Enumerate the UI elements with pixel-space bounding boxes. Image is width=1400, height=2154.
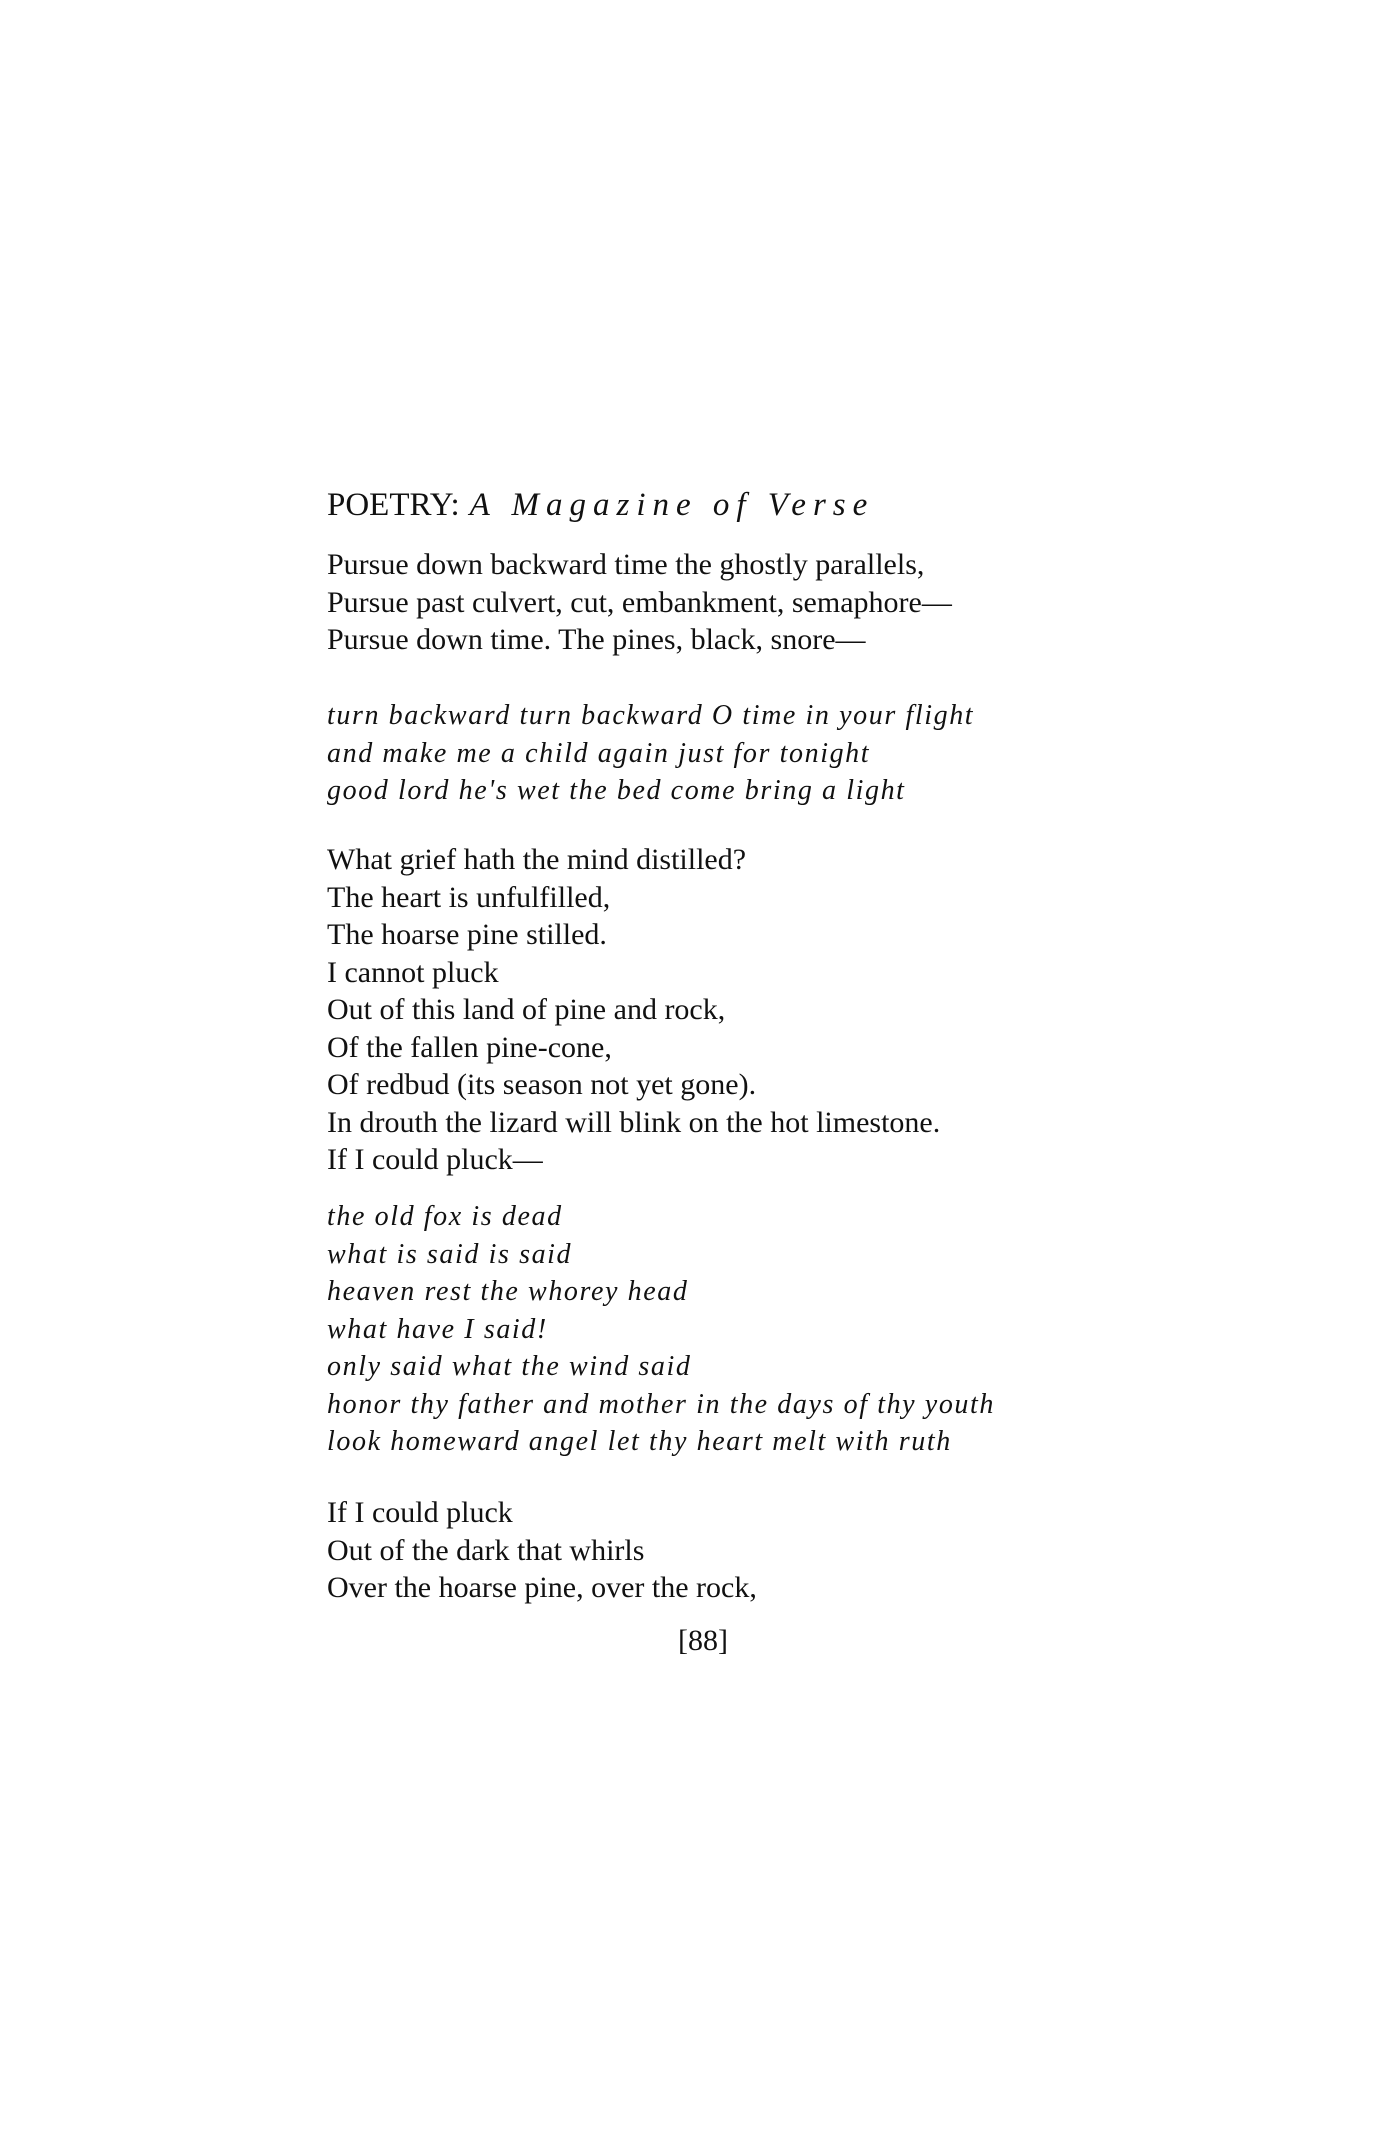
poem-line: In drouth the lizard will blink on the hot limestone. (327, 1105, 941, 1139)
poem-line: Pursue past culvert, cut, embankment, semaphore— (327, 585, 952, 619)
poem-line: I cannot pluck (327, 955, 499, 989)
journal-title: POETRY: (327, 487, 460, 523)
poem-line: If I could pluck— (327, 1143, 543, 1176)
poem-line: good lord he's wet the bed come bring a light (327, 775, 906, 806)
poem-line: The hoarse pine stilled. (327, 918, 607, 951)
poem-line: honor thy father and mother in the days of thy youth (327, 1388, 996, 1420)
poem-line: Over the hoarse pine, over the rock, (327, 1571, 757, 1604)
poem-line: only said what the wind said (327, 1351, 692, 1382)
poem-line: If I could pluck (327, 1496, 513, 1529)
poem-line: what is said is said (327, 1238, 573, 1270)
stanza-2-refrain (327, 697, 974, 810)
poem-line: Out of this land of pine and rock, (327, 993, 726, 1026)
stanza-1 (327, 546, 952, 659)
poem-line: Of the fallen pine-cone, (327, 1030, 612, 1064)
poem-line: Pursue down time. The pines, black, snore— (327, 623, 866, 656)
poem-line: Pursue down backward time the ghostly parallels, (327, 548, 925, 581)
journal-subtitle: A Magazine of Verse (469, 487, 875, 523)
poem-line: Of redbud (its season not yet gone). (327, 1068, 757, 1101)
poem-line: look homeward angel let thy heart melt with ruth (327, 1426, 952, 1457)
poem-line: turn backward turn backward O time in your flight (327, 700, 975, 731)
poem-line: and make me a child again just for tonight (327, 737, 871, 769)
page-number: [88] (678, 1624, 728, 1657)
poem-line: what have I said! (327, 1313, 548, 1345)
poem-line: heaven rest the whorey head (327, 1276, 689, 1307)
poem-line: Out of the dark that whirls (327, 1533, 645, 1567)
stanza-4-refrain (327, 1198, 995, 1461)
stanza-5 (327, 1494, 757, 1607)
stanza-3 (327, 841, 940, 1179)
running-header (327, 485, 874, 525)
poem-line: the old fox is dead (327, 1201, 563, 1232)
poem-line: What grief hath the mind distilled? (327, 843, 747, 876)
poem-line: The heart is unfulfilled, (327, 880, 611, 914)
